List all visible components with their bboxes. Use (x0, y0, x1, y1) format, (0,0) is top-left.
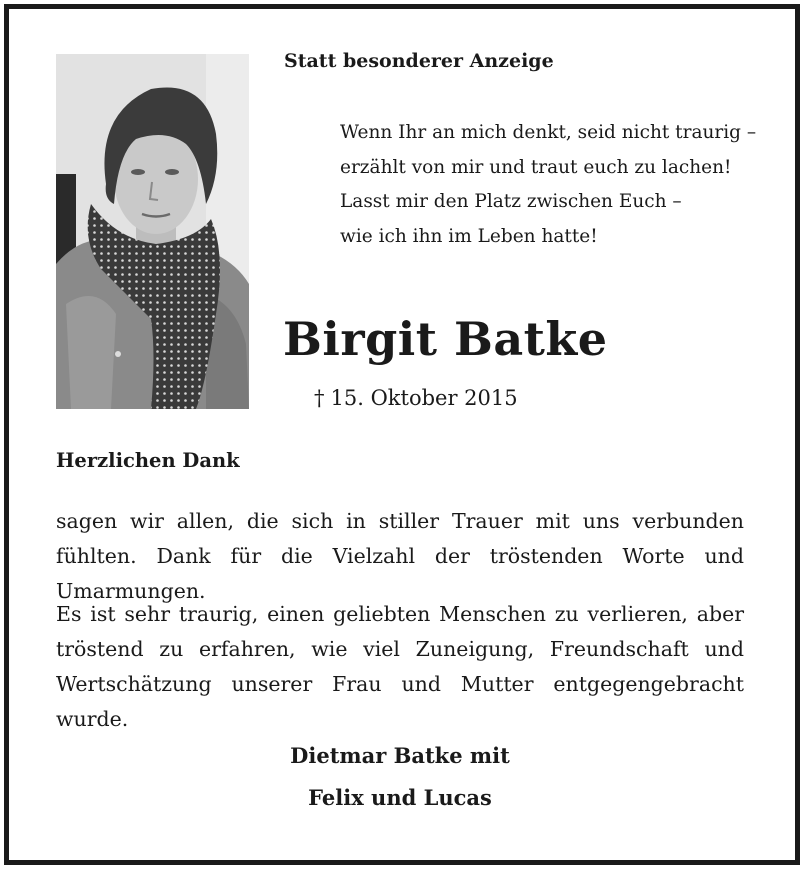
thanks-paragraph-2: Es ist sehr traurig, einen geliebten Menschen zu verlieren, aber tröstend zu erfahren, wie viel Zuneigung, Freundschaft und Wertschätzung unserer Frau und Mutter entgegengebracht wurde. (56, 602, 744, 731)
poem-line: erzählt von mir und traut euch zu lachen! (340, 156, 732, 178)
thanks-heading: Herzlichen Dank (56, 449, 240, 472)
cross-icon: † (314, 386, 325, 410)
signature-line-2: Felix und Lucas (308, 785, 492, 810)
poem (340, 116, 756, 254)
poem-line: wie ich ihn im Leben hatte! (340, 225, 598, 247)
deceased-name: Birgit Batke (283, 312, 608, 366)
signature-line-1: Dietmar Batke mit (290, 743, 510, 768)
portrait-photo (56, 54, 249, 409)
poem-line: Wenn Ihr an mich denkt, seid nicht traurig – (340, 122, 757, 143)
notice-kicker: Statt besonderer Anzeige (284, 50, 554, 72)
signature (56, 735, 744, 819)
death-date-line (314, 386, 518, 410)
death-date: 15. Oktober 2015 (330, 386, 518, 410)
poem-line: Lasst mir den Platz zwischen Euch – (340, 191, 682, 212)
thanks-paragraph-1: sagen wir allen, die sich in stiller Trauer mit uns verbunden fühlten. Dank für die Vielzahl der tröstenden Worte und Umarmungen. (56, 509, 744, 603)
